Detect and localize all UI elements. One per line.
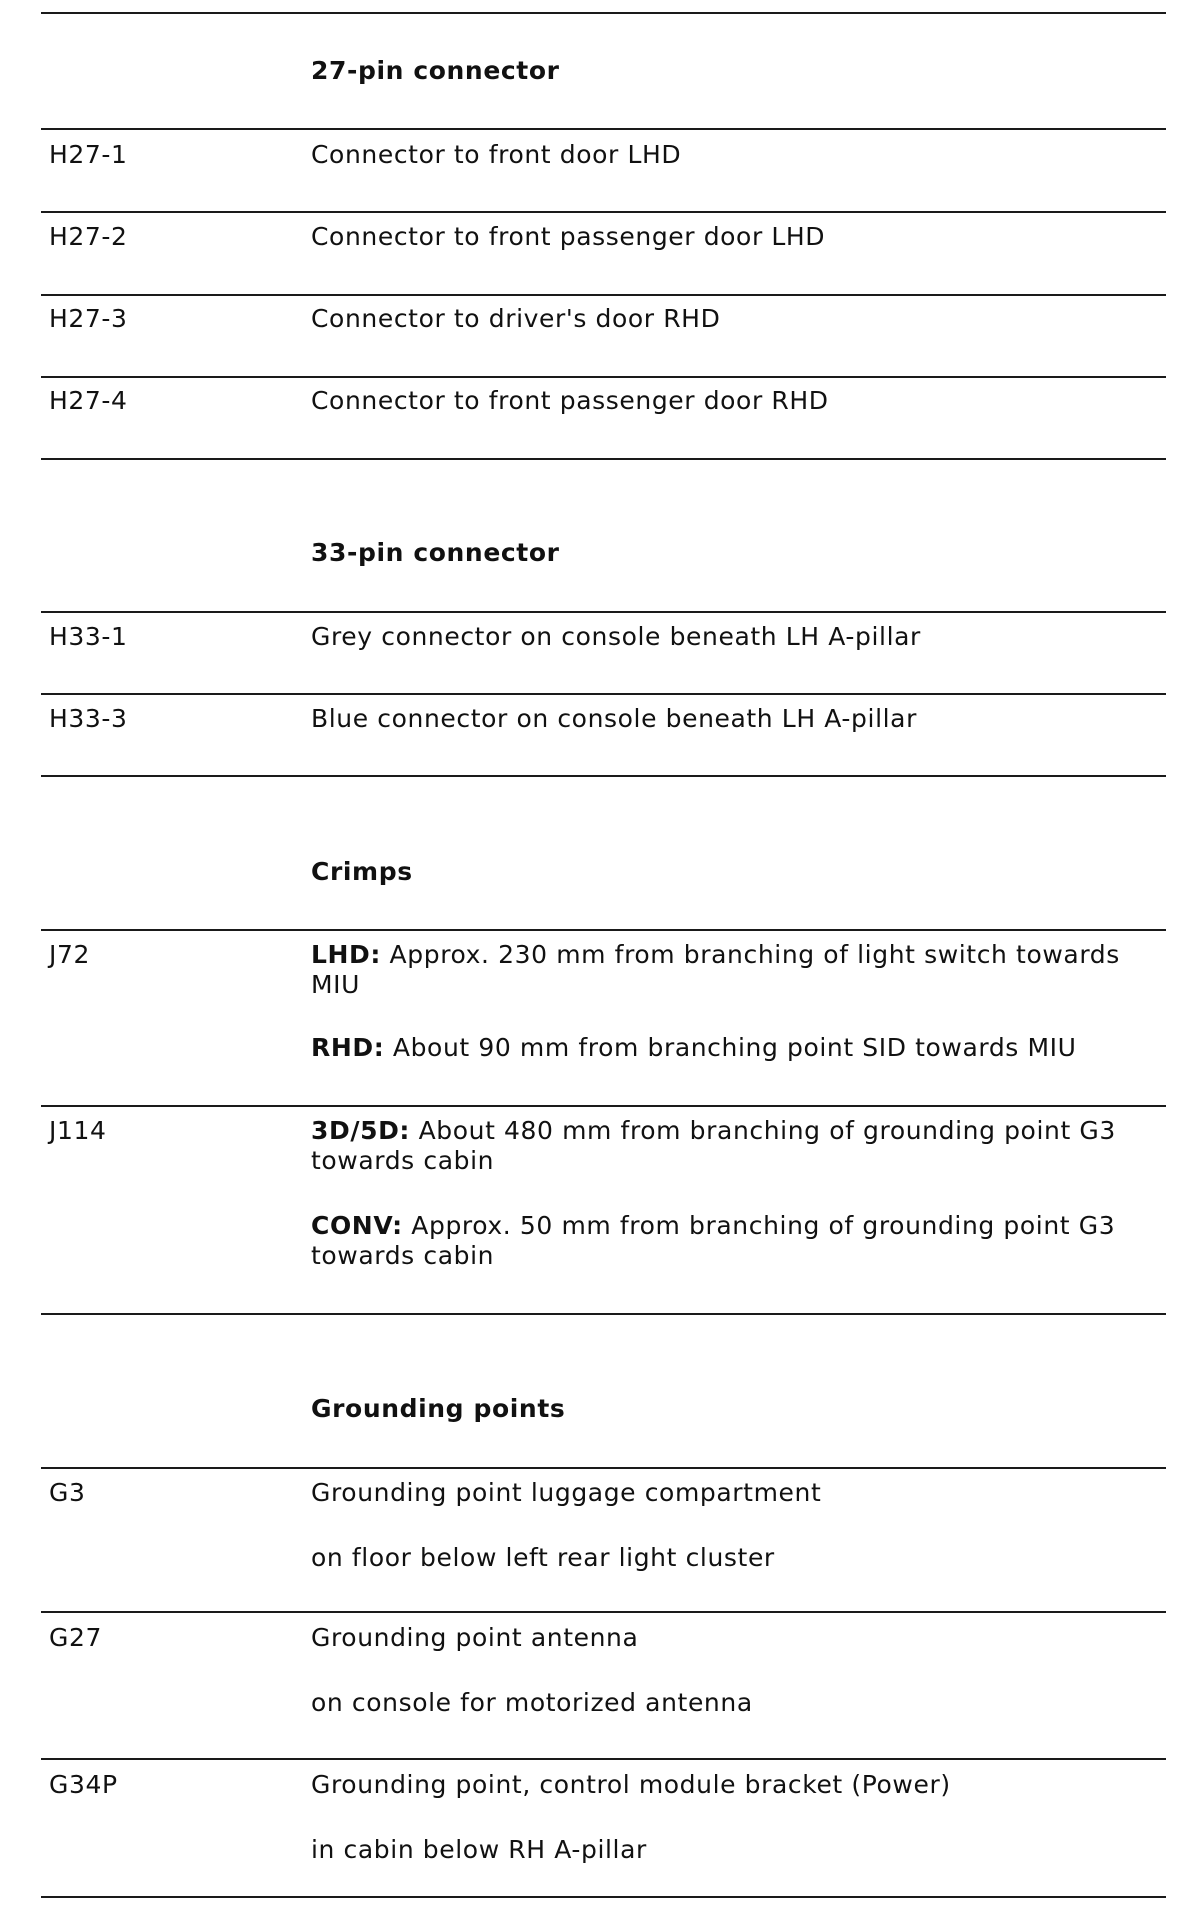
table-rule	[41, 1611, 1166, 1613]
row-code-h27-2: H27-2	[49, 222, 128, 251]
row-desc-h27-2: Connector to front passenger door LHD	[311, 222, 826, 251]
text-rhd: About 90 mm from branching point SID towards MIU	[384, 1033, 1077, 1062]
row-desc-g3-line1: Grounding point luggage compartment	[311, 1478, 822, 1507]
row-desc-h27-4: Connector to front passenger door RHD	[311, 386, 829, 415]
row-desc-j114-3d5d	[311, 1116, 1161, 1176]
row-code-g34p: G34P	[49, 1770, 118, 1799]
row-desc-h27-3: Connector to driver's door RHD	[311, 304, 721, 333]
row-desc-h33-3: Blue connector on console beneath LH A-pillar	[311, 704, 917, 733]
row-desc-j72-rhd	[311, 1033, 1161, 1063]
label-3d5d: 3D/5D:	[311, 1116, 411, 1145]
table-rule	[41, 458, 1166, 460]
section-heading-33-pin: 33-pin connector	[311, 538, 560, 567]
table-rule	[41, 693, 1166, 695]
row-desc-j114-conv	[311, 1211, 1161, 1271]
row-desc-g27-line2: on console for motorized antenna	[311, 1688, 753, 1717]
section-heading-grounding: Grounding points	[311, 1394, 566, 1423]
table-rule	[41, 294, 1166, 296]
label-conv: CONV:	[311, 1211, 403, 1240]
label-rhd: RHD:	[311, 1033, 385, 1062]
row-desc-j72-lhd	[311, 940, 1161, 1000]
row-code-j72: J72	[49, 940, 90, 969]
row-code-j114: J114	[49, 1116, 107, 1145]
text-3d5d: About 480 mm from branching of grounding point G3 towards cabin	[311, 1116, 1116, 1175]
row-code-g27: G27	[49, 1623, 102, 1652]
table-rule	[41, 376, 1166, 378]
table-rule	[41, 611, 1166, 613]
section-heading-27-pin: 27-pin connector	[311, 56, 560, 85]
table-rule	[41, 128, 1166, 130]
text-lhd: Approx. 230 mm from branching of light switch towards MIU	[311, 940, 1120, 999]
table-rule	[41, 211, 1166, 213]
table-rule	[41, 1313, 1166, 1315]
table-rule	[41, 1896, 1166, 1898]
row-code-h27-4: H27-4	[49, 386, 128, 415]
row-desc-h33-1: Grey connector on console beneath LH A-pillar	[311, 622, 921, 651]
table-rule	[41, 1105, 1166, 1107]
label-lhd: LHD:	[311, 940, 382, 969]
row-desc-g34p-line1: Grounding point, control module bracket (Power)	[311, 1770, 951, 1799]
row-code-h27-3: H27-3	[49, 304, 128, 333]
row-code-g3: G3	[49, 1478, 86, 1507]
row-desc-h27-1: Connector to front door LHD	[311, 140, 682, 169]
section-heading-crimps: Crimps	[311, 857, 413, 886]
row-desc-g34p-line2: in cabin below RH A-pillar	[311, 1835, 647, 1864]
table-rule	[41, 12, 1166, 14]
row-code-h33-3: H33-3	[49, 704, 128, 733]
row-code-h33-1: H33-1	[49, 622, 128, 651]
row-desc-g27-line1: Grounding point antenna	[311, 1623, 639, 1652]
table-rule	[41, 1758, 1166, 1760]
row-code-h27-1: H27-1	[49, 140, 128, 169]
table-rule	[41, 775, 1166, 777]
table-rule	[41, 1467, 1166, 1469]
row-desc-g3-line2: on floor below left rear light cluster	[311, 1543, 775, 1572]
text-conv: Approx. 50 mm from branching of grounding point G3 towards cabin	[311, 1211, 1116, 1270]
table-rule	[41, 929, 1166, 931]
